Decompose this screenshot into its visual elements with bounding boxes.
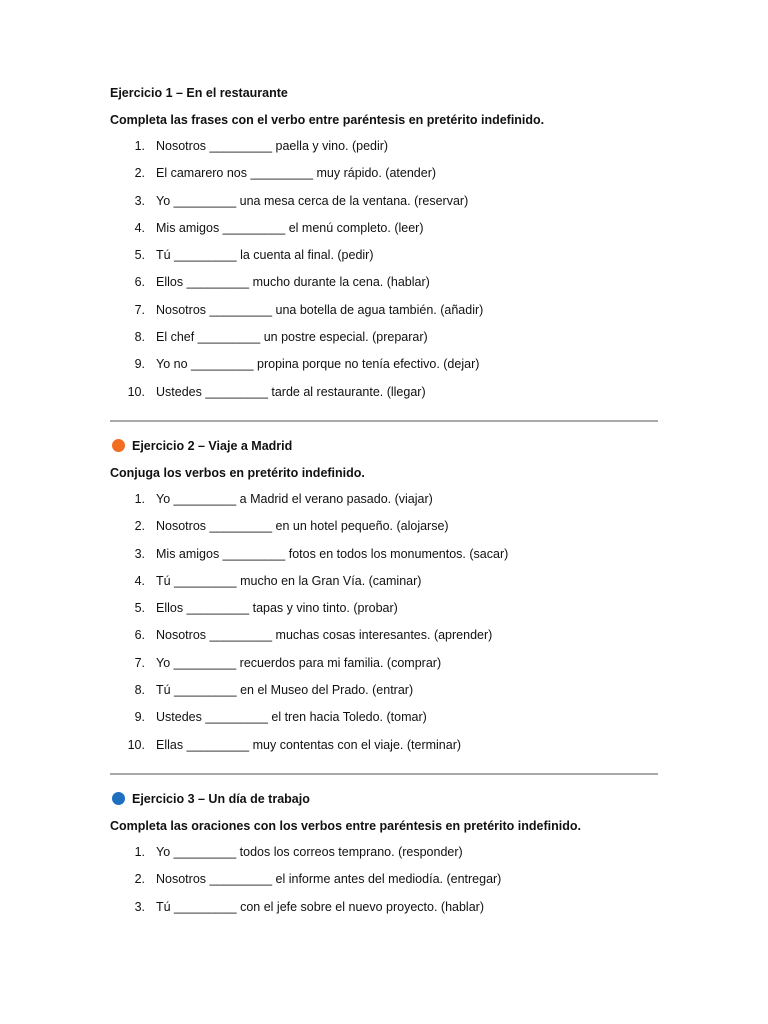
item-number: 9. [134, 357, 145, 372]
list-item [110, 622, 658, 649]
item-text: Ellos _________ tapas y vino tinto. (probar) [156, 601, 398, 616]
item-text: Yo _________ una mesa cerca de la ventana. (reservar) [156, 193, 469, 208]
list-item [110, 486, 658, 513]
item-number: 4. [134, 573, 145, 588]
list-item [110, 379, 658, 406]
list-item [110, 133, 658, 160]
item-number: 1. [134, 844, 145, 859]
list-item [110, 242, 658, 269]
item-number: 7. [134, 302, 145, 317]
item-number: 2. [134, 872, 145, 887]
item-number: 3. [134, 546, 145, 561]
item-number: 4. [134, 220, 145, 235]
list-item [110, 297, 658, 324]
list-item [110, 677, 658, 704]
item-number: 3. [134, 193, 145, 208]
list-item [110, 351, 658, 378]
item-text: El camarero nos _________ muy rápido. (atender) [156, 166, 437, 181]
item-number: 1. [134, 491, 145, 506]
list-item [110, 269, 658, 296]
exercise-2-title: Ejercicio 2 – Viaje a Madrid [132, 438, 293, 453]
list-item [110, 541, 658, 568]
item-text: Tú _________ mucho en la Gran Vía. (caminar) [156, 573, 422, 588]
exercise-3-instruction: Completa las oraciones con los verbos entre paréntesis en pretérito indefinido. [110, 818, 581, 833]
list-item [110, 188, 658, 215]
list-item [110, 704, 658, 731]
item-text: Mis amigos _________ el menú completo. (leer) [156, 220, 424, 235]
item-text: Yo no _________ propina porque no tenía efectivo. (dejar) [156, 357, 480, 372]
item-text: Ustedes _________ el tren hacia Toledo. (tomar) [156, 710, 427, 725]
section-divider [110, 773, 658, 775]
item-text: Nosotros _________ una botella de agua también. (añadir) [156, 302, 484, 317]
item-number: 9. [134, 710, 145, 725]
item-text: El chef _________ un postre especial. (preparar) [156, 330, 428, 345]
list-item [110, 650, 658, 677]
list-item [110, 215, 658, 242]
exercise-3-title: Ejercicio 3 – Un día de trabajo [132, 791, 310, 806]
blue-circle-icon [112, 792, 125, 805]
list-item [110, 324, 658, 351]
item-number: 6. [134, 628, 145, 643]
item-text: Nosotros _________ el informe antes del mediodía. (entregar) [156, 872, 502, 887]
item-number: 2. [134, 519, 145, 534]
item-number: 10. [127, 737, 145, 752]
item-text: Tú _________ con el jefe sobre el nuevo proyecto. (hablar) [156, 899, 484, 914]
item-text: Yo _________ todos los correos temprano. (responder) [156, 844, 463, 859]
item-number: 1. [134, 139, 145, 153]
item-text: Nosotros _________ paella y vino. (pedir) [156, 139, 389, 153]
exercise-1-title: Ejercicio 1 – En el restaurante [110, 86, 288, 100]
item-number: 5. [134, 248, 145, 263]
orange-circle-icon [112, 439, 125, 452]
list-item [110, 866, 658, 893]
item-number: 8. [134, 683, 145, 698]
item-text: Ellos _________ mucho durante la cena. (hablar) [156, 275, 430, 290]
item-number: 6. [134, 275, 145, 290]
exercise-2-instruction: Conjuga los verbos en pretérito indefinido. [110, 465, 365, 480]
exercise-2 [110, 437, 658, 759]
item-text: Yo _________ recuerdos para mi familia. (comprar) [156, 655, 442, 670]
item-text: Nosotros _________ muchas cosas interesantes. (aprender) [156, 628, 493, 643]
list-item [110, 894, 658, 921]
item-text: Yo _________ a Madrid el verano pasado. (viajar) [156, 491, 433, 506]
item-number: 3. [134, 899, 145, 914]
list-item [110, 732, 658, 759]
item-text: Nosotros _________ en un hotel pequeño. (alojarse) [156, 519, 449, 534]
exercise-3-list [110, 839, 658, 921]
list-item [110, 568, 658, 595]
list-item [110, 160, 658, 187]
exercise-1-list [110, 133, 658, 406]
item-text: Tú _________ en el Museo del Prado. (entrar) [156, 683, 414, 698]
item-text: Ustedes _________ tarde al restaurante. (llegar) [156, 384, 426, 399]
item-text: Tú _________ la cuenta al final. (pedir) [156, 248, 374, 263]
list-item [110, 513, 658, 540]
item-number: 5. [134, 601, 145, 616]
exercise-1-instruction: Completa las frases con el verbo entre paréntesis en pretérito indefinido. [110, 113, 545, 127]
item-number: 2. [134, 166, 145, 181]
item-text: Ellas _________ muy contentas con el viaje. (terminar) [156, 737, 462, 752]
exercise-1 [110, 84, 658, 406]
exercise-2-list [110, 486, 658, 759]
list-item [110, 595, 658, 622]
item-number: 7. [134, 655, 145, 670]
item-number: 10. [127, 384, 145, 399]
item-text: Mis amigos _________ fotos en todos los monumentos. (sacar) [156, 546, 509, 561]
exercise-3 [110, 790, 658, 921]
item-number: 8. [134, 330, 145, 345]
section-divider [110, 420, 658, 422]
list-item [110, 839, 658, 866]
worksheet [110, 84, 658, 921]
